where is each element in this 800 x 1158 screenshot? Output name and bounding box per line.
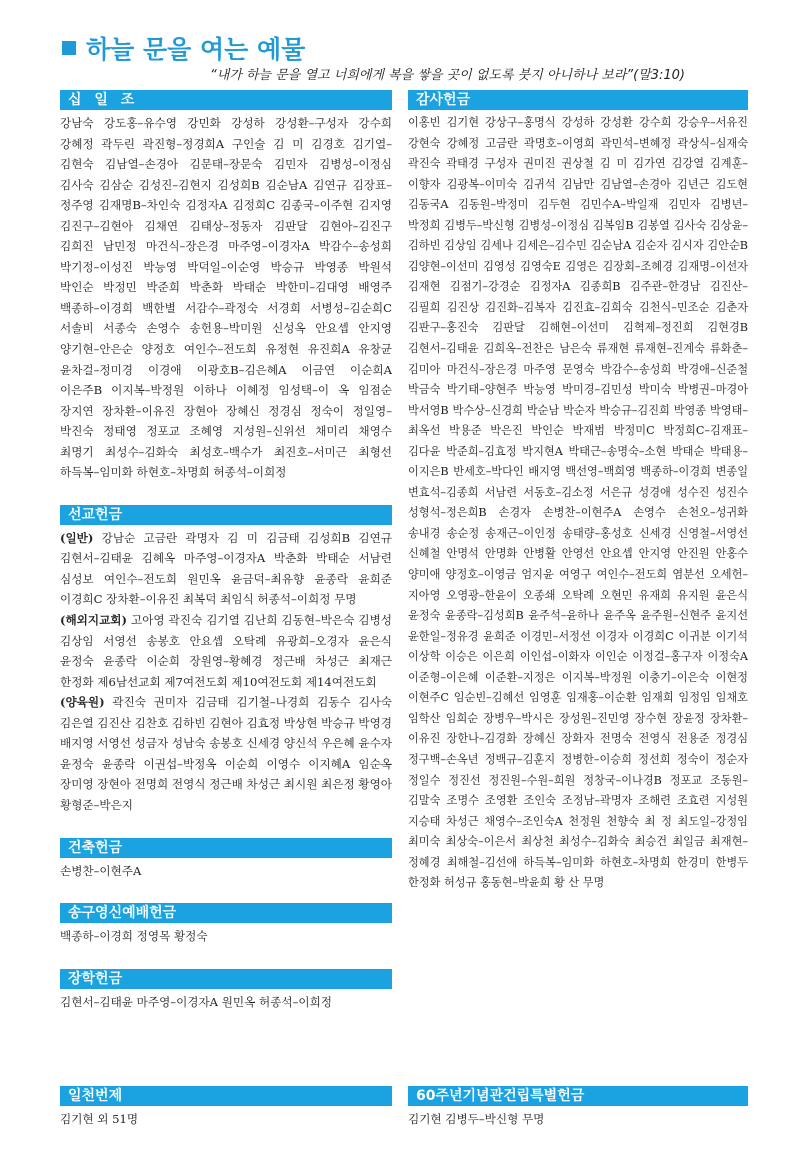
mission-general (60, 528, 392, 610)
mission-nursing (60, 692, 392, 815)
building-section (60, 838, 392, 882)
mission-nursing-text: 곽진숙 권미자 김금태 김기철–나경희 김동수 김사숙 김은열 김진산 김찬호 김하빈 김현아 김효정 박상현 박승규 박영경 배지영 서영선 성금자 성남숙 송봉호 신세경 양신석 우은혜 윤수자 윤정숙 윤종락 이권섭–박정옥 이순희 이영수 이지혜A 임순옥 장미영 장현아 전명희 전영식 정근배 차성근 최시원 최은정 황영아 황형준–박은지 (60, 695, 393, 812)
scholarship-section (60, 969, 392, 1013)
page-title (62, 30, 762, 66)
page-title-text: 하늘 문을 여는 예물 (86, 35, 306, 64)
right-column (408, 90, 748, 1126)
mission-overseas-label: (해외지교회) (60, 613, 127, 628)
mission-heading: 선교헌금 (60, 505, 392, 525)
left-column (60, 90, 393, 1126)
scholarship-heading: 장학헌금 (60, 969, 392, 989)
thanks-section (408, 90, 748, 894)
mission-names (60, 528, 392, 816)
mission-overseas (60, 610, 392, 692)
thousand-section (60, 1086, 392, 1130)
yearend-names: 백종하–이경희 정영목 황정숙 (60, 929, 208, 944)
thanks-names: 이홍빈 김기현 강상구–홍명식 강성하 강성환 강수희 강승우–서유진 강현숙 강혜정 고금란 곽명호–이영희 곽민석–변혜정 곽상식–심재숙 곽진숙 곽태경 구성자 권미진 권상철 김 미 김가연 김강열 김계훈–이향자 김광복–이미숙 김귀석 김남만 김남열–손경아 김년근 김도현 김동국A 김동원–박정미 김두현 김민수A–박일재 김민자 김병년–박정희 김병두–박신형 김병성–이정심 김복임B 김봉열 김사숙 김상윤–김하빈 김상임 김세나 김세은–김수민 김순남A 김순자 김시자 김안순B 김양현–이선미 김영성 김영숙E 김영은 김장회–조혜경 김재명–이선자 김재현 김점기–강경순 김정자A 김종희B 김주관–한경남 김진산–김필희 김진상 김진화–김복자 김진효–김희숙 김천식–민조순 김춘자 김판구–홍진숙 김판달 김해현–이선미 김혁제–정진희 김현경B 김현서–김태윤 김희옥–전찬은 남은숙 류재현 류재현–진계숙 류화춘–김미아 마건식–장은경 마주영 문영숙 박감수–송성희 박경애–신준철 박금숙 박기태–양현주 박능영 박미경–김민성 박미숙 박병권–마경아 박서영B 박수상–신경희 박순남 박순자 박승규–김진희 박영종 박영태–최옥선 박용준 박은진 박인순 박재범 박정미C 박정희C–김재표–김다윤 박준희–김효정 박지현A 박태근–송명숙–소현 박태순 박태용–이지은B 반세호–박다인 배지영 백선영–백희영 백종하–이경희 변종일 변효석–김종희 서남련 서동호–김소정 서은규 성경애 성수진 성진수 성형석–정은희B 손경자 손병찬–이현주A 손영수 손천오–성귀화 송내경 송순정 송재근–이인정 송태량–홍성호 신세경 신영철–서영선 신혜철 안명석 안명화 안병활 안영선 안요셉 안지영 안진원 안홍수 양미애 양정호–이영금 엄지윤 여영구 여인수–전도희 염분선 오세헌–지아영 오영광–한윤이 오종쇄 오탁례 오현민 유재희 유지원 윤은식 윤정숙 윤종락–김성희B 윤주석–윤하나 윤주옥 윤주원–신현주 윤지선 윤한일–정유경 윤희준 이경민–서정선 이경자 이경희C 이귀분 이기석 이상학 이승은 이은희 이인섭–이화자 이인순 이정걸–홍구자 이정숙A 이준형–이은혜 이준환–지정은 이지복–박정원 이충기–이은숙 이현정 이현주C 임순빈–김혜선 임영훈 임재홍–이순환 임재희 임정임 임채호 임학산 임희순 장병우–박시은 장성원–진민영 장수현 장윤정 장차환–이유진 장한나–김경화 장혜신 장화자 전명숙 전영식 전용준 정경심 정구백–손옥년 정백규–김훈지 정병한–이승희 정선희 정숙이 정순자 정일수 정진선 정진원–수원–희원 정창국–이나경B 정포교 조동원–김말숙 조명수 조영환 조인숙 조정남–곽명자 조해련 조효련 지성원 지승태 차성근 채영수–조인숙A 천정원 천향숙 최 정 최도일–강정임 최미숙 최상숙–이은서 최상천 최성수–김화숙 최승건 최일금 최재현–정혜경 최해철–김선애 하득복–임미화 하현호–차명희 한경미 한병두 한정화 허성규 홍동현–박윤희 황 산 무명 (408, 116, 748, 890)
thousand-heading: 일천번제 (60, 1086, 392, 1106)
yearend-section (60, 903, 392, 947)
mission-general-text: 강남순 고금란 곽명자 김 미 김금태 김성희B 김연규 김현서–김태윤 김혜옥 마주영–이경자A 박춘화 박태순 서남련 심성보 여인수–전도희 원민옥 윤금덕–최유향 윤종락 윤희준 이경희C 장차환–이유진 최복덕 최임식 허종석–이희정 무명 (60, 530, 392, 607)
mission-section (60, 505, 392, 816)
building-heading: 건축헌금 (60, 838, 392, 858)
anniversary-names: 김기현 김병두–박신형 무명 (408, 1112, 545, 1126)
tithe-names: 강남숙 강도홍–유수영 강민화 강성하 강성환–구성자 강수희 강혜정 곽두린 곽진형–정경희A 구인술 김 미 김경호 김기열–김현숙 김남열–손경아 김문태–장문숙 김민자 김병성–이정심 김사숙 김삼순 김성진–김현지 김성희B 김순남A 김연규 김장표–정주영 김재명B–차인숙 김정자A 김정희C 김종국–이주현 김지영 김진구–김현아 김채연 김태상–정동자 김판달 김현아–김진구 김희진 남민정 마건식–장은경 마주영–이경자A 박감수–송성희 박기정–이성진 박능영 박덕일–이순영 박승규 박영종 박원석 박인순 박정민 박준희 박춘화 박태순 박한미–김대영 배영주 백종하–이경희 백한별 서감수–곽정숙 서경희 서병성–김순희C 서솔비 서종숙 손영수 송헌용–박미원 신성옥 안요셉 안지영 양기현–안은순 양정호 여인수–전도희 유정현 유진희A 유창균 윤차걸–정미경 이경애 이광호B–김은혜A 이금연 이순희A 이은주B 이지복–박정원 이하나 이혜정 임성택–이 옥 임점순 장지연 장차환–이유진 장현아 장혜신 정경심 정숙이 정일영–박진숙 정태영 정포교 조혜영 지성원–신위선 채미리 채영수 최명기 최성수–김화숙 최성호–백수가 최진호–서미근 최형선 하득복–임미화 하현호–차명희 허종석–이희정 (60, 116, 392, 480)
scholarship-names: 김현서–김태윤 마주영–이경자A 원민옥 허종석–이희정 (60, 994, 333, 1009)
anniversary-heading: 60주년기념관건립특별헌금 (408, 1086, 748, 1106)
tithe-heading: 십 일 조 (60, 90, 392, 110)
page-header (62, 30, 762, 83)
bible-verse: “내가 하늘 문을 열고 너희에게 복을 쌓을 곳이 없도록 붓지 아니하나 보라”(말3:10) (210, 68, 686, 83)
mission-general-label: (일반) (60, 530, 94, 545)
mission-nursing-label: (양육원) (60, 695, 105, 710)
anniversary-section (408, 1086, 748, 1130)
building-names: 손병찬–이현주A (60, 863, 142, 878)
tithe-section (60, 90, 392, 483)
title-bullet-icon (62, 41, 76, 55)
thanks-heading: 감사헌금 (408, 90, 748, 110)
thousand-names: 김기현 외 51명 (60, 1112, 139, 1126)
yearend-heading: 송구영신예배헌금 (60, 903, 392, 923)
mission-overseas-text: 고아영 곽진숙 김기열 김난희 김동현–박은숙 김병성 김상임 서영선 송봉호 안요셉 오탁례 유광희–오경자 윤은식 윤정숙 윤종락 이순희 장원영–황혜경 정근배 차성근 최재근 한정화 제6남선교회 제7여전도회 제10여전도회 제14여전도회 (60, 613, 393, 689)
